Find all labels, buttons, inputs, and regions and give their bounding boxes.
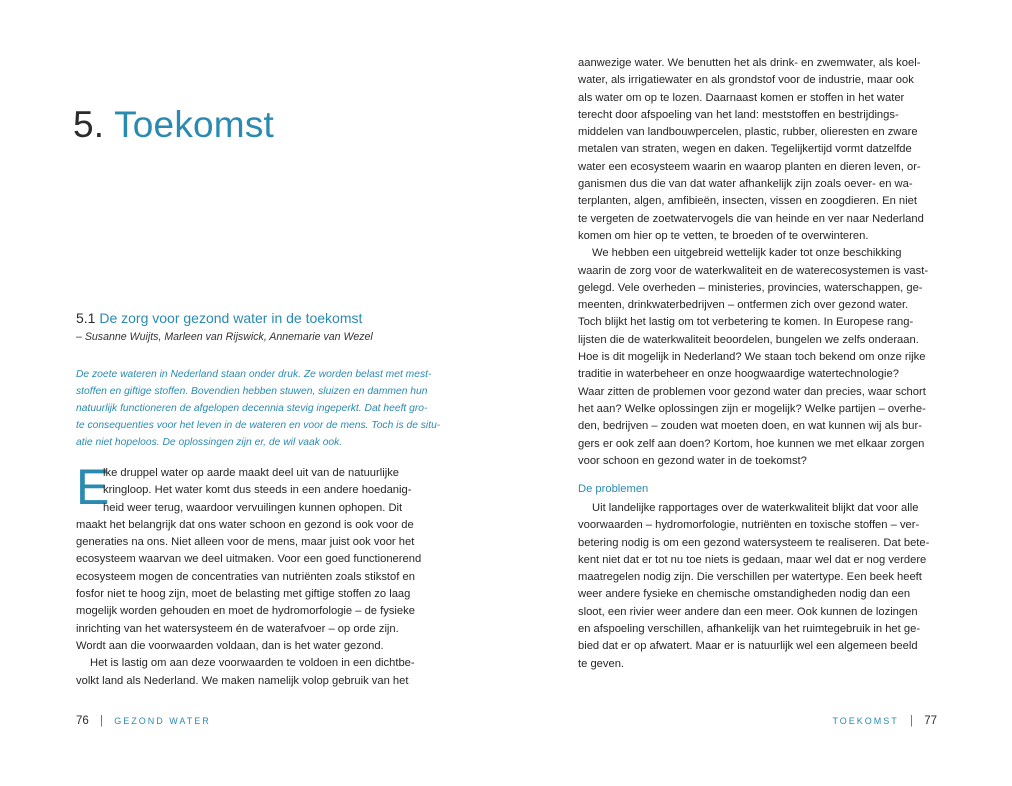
body-line: Hoe is dit mogelijk in Nederland? We staan toch bekend om onze rijke xyxy=(578,351,926,364)
section-authors: – Susanne Wuijts, Marleen van Rijswick, Annemarie van Wezel xyxy=(76,331,373,343)
body-line: meenten, drinkwaterbedrijven – ontfermen zich over gezond water. xyxy=(578,299,909,312)
running-head-right: TOEKOMST xyxy=(832,716,899,726)
right-body-text xyxy=(578,55,940,470)
body-line: te geven. xyxy=(578,657,625,670)
body-line: Waar zitten de problemen voor gezond water dan precies, waar schort xyxy=(578,385,926,398)
body-line: water een ecosysteem waarin en waarop planten en dieren leven, or- xyxy=(578,160,921,173)
body-line: maatregelen nodig zijn. Die verschillen per watertype. Een beek heeft xyxy=(578,571,922,584)
lead-line: te consequenties voor het leven in de wateren en voor de mens. Toch is de situ- xyxy=(76,420,441,432)
section-number: 5.1 xyxy=(76,310,96,326)
left-footer xyxy=(76,715,211,727)
body-line: komen om hier op te vetten, te broeden of te overwinteren. xyxy=(578,229,869,242)
body-line: en afspoeling verschillen, afhankelijk van het ruimtegebruik in het ge- xyxy=(578,623,921,636)
body-line: fosfor niet te hoog zijn, moet de belasting met giftige stoffen zo laag xyxy=(76,588,411,601)
page-number-right: 77 xyxy=(924,715,937,727)
body-line: ecosysteem waarvan we deel uitmaken. Voor een goed functionerend xyxy=(76,553,422,566)
right-body-text-2 xyxy=(578,500,940,673)
body-line: bied dat er op afwatert. Maar er is natuurlijk wel een algemeen beeld xyxy=(578,640,918,653)
chapter-number: 5. xyxy=(73,104,105,145)
body-line: terplanten, algen, amfibieën, insecten, vissen en zoogdieren. En niet xyxy=(578,195,917,208)
body-line: volkt land als Nederland. We maken namelijk volop gebruik van het xyxy=(76,674,409,687)
lead-line: De zoete wateren in Nederland staan onder druk. Ze worden belast met mest- xyxy=(76,369,432,380)
left-body-text xyxy=(76,465,436,690)
body-line: te vergeten de zoetwatervogels die van heinde en ver naar Nederland xyxy=(578,212,924,225)
body-line: gelegd. Vele overheden – ministeries, provincies, waterschappen, ge- xyxy=(578,281,923,294)
section-title: De zorg voor gezond water in de toekomst xyxy=(99,310,363,326)
body-line: mogelijk worden gehouden en moet de hydromorfologie – de fysieke xyxy=(76,605,415,618)
body-line: We hebben een uitgebreid wettelijk kader tot onze beschikking xyxy=(592,247,902,260)
body-line: aanwezige water. We benutten het als drink- en zwemwater, als koel- xyxy=(578,57,921,69)
body-line: weer andere fysieke en chemische omstandigheden nodig dan een xyxy=(578,588,911,601)
running-head-left: GEZOND WATER xyxy=(114,716,211,726)
body-line: maakt het belangrijk dat ons water schoon en gezond is ook voor de xyxy=(76,518,414,531)
right-footer xyxy=(832,715,937,727)
body-line: middelen van landbouwpercelen, plastic, rubber, olieresten en zware xyxy=(578,126,918,139)
body-line: als water om op te lozen. Daarnaast komen er stoffen in het water xyxy=(578,91,905,104)
body-line: sloot, een rivier weer andere dan een meer. Ook kunnen de lozingen xyxy=(578,605,918,618)
body-line: waarin de zorg voor de waterkwaliteit en de waterecosystemen is vast- xyxy=(578,264,929,277)
body-line: voor schoon en gezond water in de toekomst? xyxy=(578,454,807,467)
lead-paragraph xyxy=(76,366,441,451)
chapter-name: Toekomst xyxy=(114,104,275,145)
body-line: lijsten die de waterkwaliteit beoordelen, bungelen we zelfs onderaan. xyxy=(578,333,919,346)
body-line: water, als irrigatiewater en als grondstof voor de industrie, maar ook xyxy=(578,74,914,87)
body-line: terecht door afspoeling van het land: meststoffen en bestrijdings- xyxy=(578,108,899,121)
body-line: ecosysteem mogen de concentraties van nutriënten zoals stikstof en xyxy=(76,570,415,583)
body-line: voorwaarden – hydromorfologie, nutriënten en toxische stoffen – ver- xyxy=(578,519,920,532)
page-number-left: 76 xyxy=(76,715,89,727)
body-line: inrichting van het watersysteem én de waterafvoer – op orde zijn. xyxy=(76,622,399,635)
body-line: kent niet dat er tot nu toe niets is gedaan, maar wel dat er nog verdere xyxy=(578,553,927,566)
body-line: den, bedrijven – zouden wat moeten doen, en wat kunnen wij als bur- xyxy=(578,420,922,433)
body-line: metalen van straten, wegen en daken. Tegelijkertijd vormt datzelfde xyxy=(578,143,912,156)
body-line: kringloop. Het water komt dus steeds in een andere hoedanig- xyxy=(103,484,412,497)
body-line: Toch blijkt het lastig om tot verbetering te komen. In Europese rang- xyxy=(578,316,914,329)
lead-line: atie niet hopeloos. De oplossingen zijn er, de wil vaak ook. xyxy=(76,437,343,449)
body-line: ganismen dus die van dat water afhankelijk zijn zoals oever- en wa- xyxy=(578,178,913,191)
body-line: Het is lastig om aan deze voorwaarden te voldoen in een dichtbe- xyxy=(90,657,415,670)
right-page xyxy=(506,0,1012,786)
subheading-problemen: De problemen xyxy=(578,483,649,495)
section-heading xyxy=(76,309,446,327)
body-line: traditie in waterbeheer en onze hoogwaardige watertechnologie? xyxy=(578,368,899,381)
body-line: Uit landelijke rapportages over de waterkwaliteit blijkt dat voor alle xyxy=(592,502,919,514)
body-line: Wordt aan die voorwaarden voldaan, dan is het water gezond. xyxy=(76,639,384,652)
chapter-title xyxy=(73,104,274,146)
footer-separator: | xyxy=(100,715,103,727)
body-line: generaties na ons. Niet alleen voor de mens, maar juist ook voor het xyxy=(76,536,415,549)
body-line: heid weer terug, waardoor vervuilingen kunnen ophopen. Dit xyxy=(103,501,403,514)
body-line: het aan? Welke oplossingen zijn er mogelijk? Welke partijen – overhe- xyxy=(578,402,926,415)
footer-separator: | xyxy=(910,715,913,727)
body-line: lke druppel water op aarde maakt deel uit van de natuurlijke xyxy=(103,467,400,479)
body-line: gers er ook zelf aan doen? Kortom, hoe kunnen we met elkaar zorgen xyxy=(578,437,925,450)
lead-line: stoffen en giftige stoffen. Bovendien hebben stuwen, sluizen en dammen hun xyxy=(76,386,428,398)
lead-line: natuurlijk functioneren de afgelopen decennia stevig ingeperkt. Dat heeft gro- xyxy=(76,403,428,415)
drop-cap: E xyxy=(76,459,110,515)
body-line: betering nodig is om een gezond watersysteem te realiseren. Dat bete- xyxy=(578,536,930,549)
